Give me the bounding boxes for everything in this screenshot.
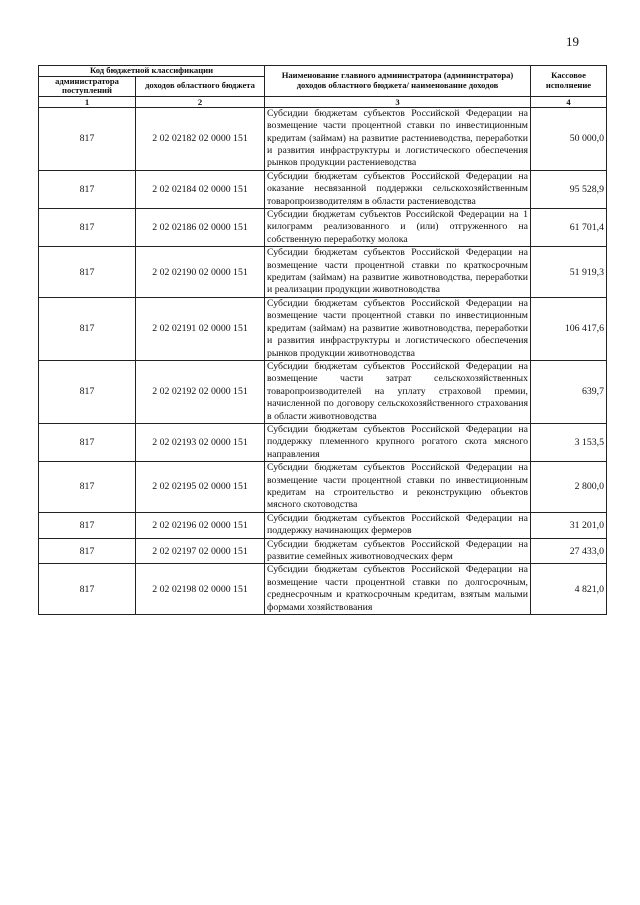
amount-cell: 50 000,0 — [531, 107, 607, 170]
column-number: 4 — [531, 96, 607, 107]
table-row — [39, 462, 607, 513]
amount-cell: 3 153,5 — [531, 423, 607, 461]
amount-cell: 2 800,0 — [531, 462, 607, 513]
admin-code-cell: 817 — [39, 297, 136, 360]
description-cell: Субсидии бюджетам субъектов Российской Федерации на развитие семейных животноводческих ферм — [265, 538, 531, 564]
admin-code-cell: 817 — [39, 209, 136, 247]
table-body — [39, 107, 607, 614]
income-code-cell: 2 02 02195 02 0000 151 — [136, 462, 265, 513]
table-row — [39, 107, 607, 170]
amount-cell: 106 417,6 — [531, 297, 607, 360]
income-code-cell: 2 02 02192 02 0000 151 — [136, 360, 265, 423]
income-code-cell: 2 02 02186 02 0000 151 — [136, 209, 265, 247]
income-code-cell: 2 02 02193 02 0000 151 — [136, 423, 265, 461]
budget-table — [38, 65, 607, 615]
admin-code-cell: 817 — [39, 512, 136, 538]
admin-code-cell: 817 — [39, 564, 136, 615]
table-row — [39, 423, 607, 461]
admin-code-cell: 817 — [39, 247, 136, 298]
income-code-cell: 2 02 02190 02 0000 151 — [136, 247, 265, 298]
income-code-cell: 2 02 02184 02 0000 151 — [136, 170, 265, 208]
admin-code-cell: 817 — [39, 360, 136, 423]
income-code-cell: 2 02 02197 02 0000 151 — [136, 538, 265, 564]
header-description: Наименование главного администратора (администратора) доходов областного бюджета/ наименование доходов — [265, 66, 531, 97]
header-administrator: администратора поступлений — [39, 76, 136, 96]
admin-code-cell: 817 — [39, 538, 136, 564]
header-income-code: доходов областного бюджета — [136, 76, 265, 96]
description-cell: Субсидии бюджетам субъектов Российской Федерации на возмещение части процентной ставки по инвестиционным кредитам (займам) на развитие животноводства, переработки и развития инфраструктуры и логистического обеспечения рынков продукции животноводства — [265, 297, 531, 360]
table-row — [39, 360, 607, 423]
table-row — [39, 538, 607, 564]
admin-code-cell: 817 — [39, 423, 136, 461]
admin-code-cell: 817 — [39, 107, 136, 170]
amount-cell: 51 919,3 — [531, 247, 607, 298]
description-cell: Субсидии бюджетам субъектов Российской Федерации на возмещение части процентной ставки по инвестиционным кредитам (займам) на развитие растениеводства, переработки и развития инфраструктуры и логистического обеспечения рынков продукции растениеводства — [265, 107, 531, 170]
description-cell: Субсидии бюджетам субъектов Российской Федерации на поддержку племенного крупного рогатого скота мясного направления — [265, 423, 531, 461]
column-number: 3 — [265, 96, 531, 107]
description-cell: Субсидии бюджетам субъектов Российской Федерации на возмещение части процентной ставки по инвестиционным кредитам на строительство и реконструкцию объектов мясного скотоводства — [265, 462, 531, 513]
table-row — [39, 247, 607, 298]
column-numbers-row — [39, 96, 607, 107]
table-row — [39, 512, 607, 538]
table-row — [39, 170, 607, 208]
description-cell: Субсидии бюджетам субъектов Российской Федерации на возмещение части процентной ставки по долгосрочным, среднесрочным и краткосрочным кредитам, взятым малыми формами хозяйствования — [265, 564, 531, 615]
column-number: 1 — [39, 96, 136, 107]
amount-cell: 27 433,0 — [531, 538, 607, 564]
amount-cell: 95 528,9 — [531, 170, 607, 208]
income-code-cell: 2 02 02182 02 0000 151 — [136, 107, 265, 170]
table-row — [39, 297, 607, 360]
admin-code-cell: 817 — [39, 170, 136, 208]
income-code-cell: 2 02 02196 02 0000 151 — [136, 512, 265, 538]
amount-cell: 31 201,0 — [531, 512, 607, 538]
page-number: 19 — [566, 34, 579, 49]
table-row — [39, 564, 607, 615]
header-cash-execution: Кассовое исполнение — [531, 66, 607, 97]
column-number: 2 — [136, 96, 265, 107]
table-header — [39, 66, 607, 108]
description-cell: Субсидии бюджетам субъектов Российской Федерации на 1 килограмм реализованного и (или) отгруженного на собственную переработку молока — [265, 209, 531, 247]
income-code-cell: 2 02 02191 02 0000 151 — [136, 297, 265, 360]
description-cell: Субсидии бюджетам субъектов Российской Федерации на поддержку начинающих фермеров — [265, 512, 531, 538]
description-cell: Субсидии бюджетам субъектов Российской Федерации на возмещение части затрат сельскохозяйственных товаропроизводителей на уплату страховой премии, начисленной по договору сельскохозяйственного страхования в области животноводства — [265, 360, 531, 423]
table-row — [39, 209, 607, 247]
description-cell: Субсидии бюджетам субъектов Российской Федерации на оказание несвязанной поддержки сельскохозяйственным товаропроизводителям в области растениеводства — [265, 170, 531, 208]
header-classification-code: Код бюджетной классификации — [39, 66, 265, 77]
amount-cell: 4 821,0 — [531, 564, 607, 615]
amount-cell: 61 701,4 — [531, 209, 607, 247]
admin-code-cell: 817 — [39, 462, 136, 513]
amount-cell: 639,7 — [531, 360, 607, 423]
income-code-cell: 2 02 02198 02 0000 151 — [136, 564, 265, 615]
description-cell: Субсидии бюджетам субъектов Российской Федерации на возмещение части процентной ставки по краткосрочным кредитам (займам) на развитие животноводства, переработки и реализации продукции животноводства — [265, 247, 531, 298]
